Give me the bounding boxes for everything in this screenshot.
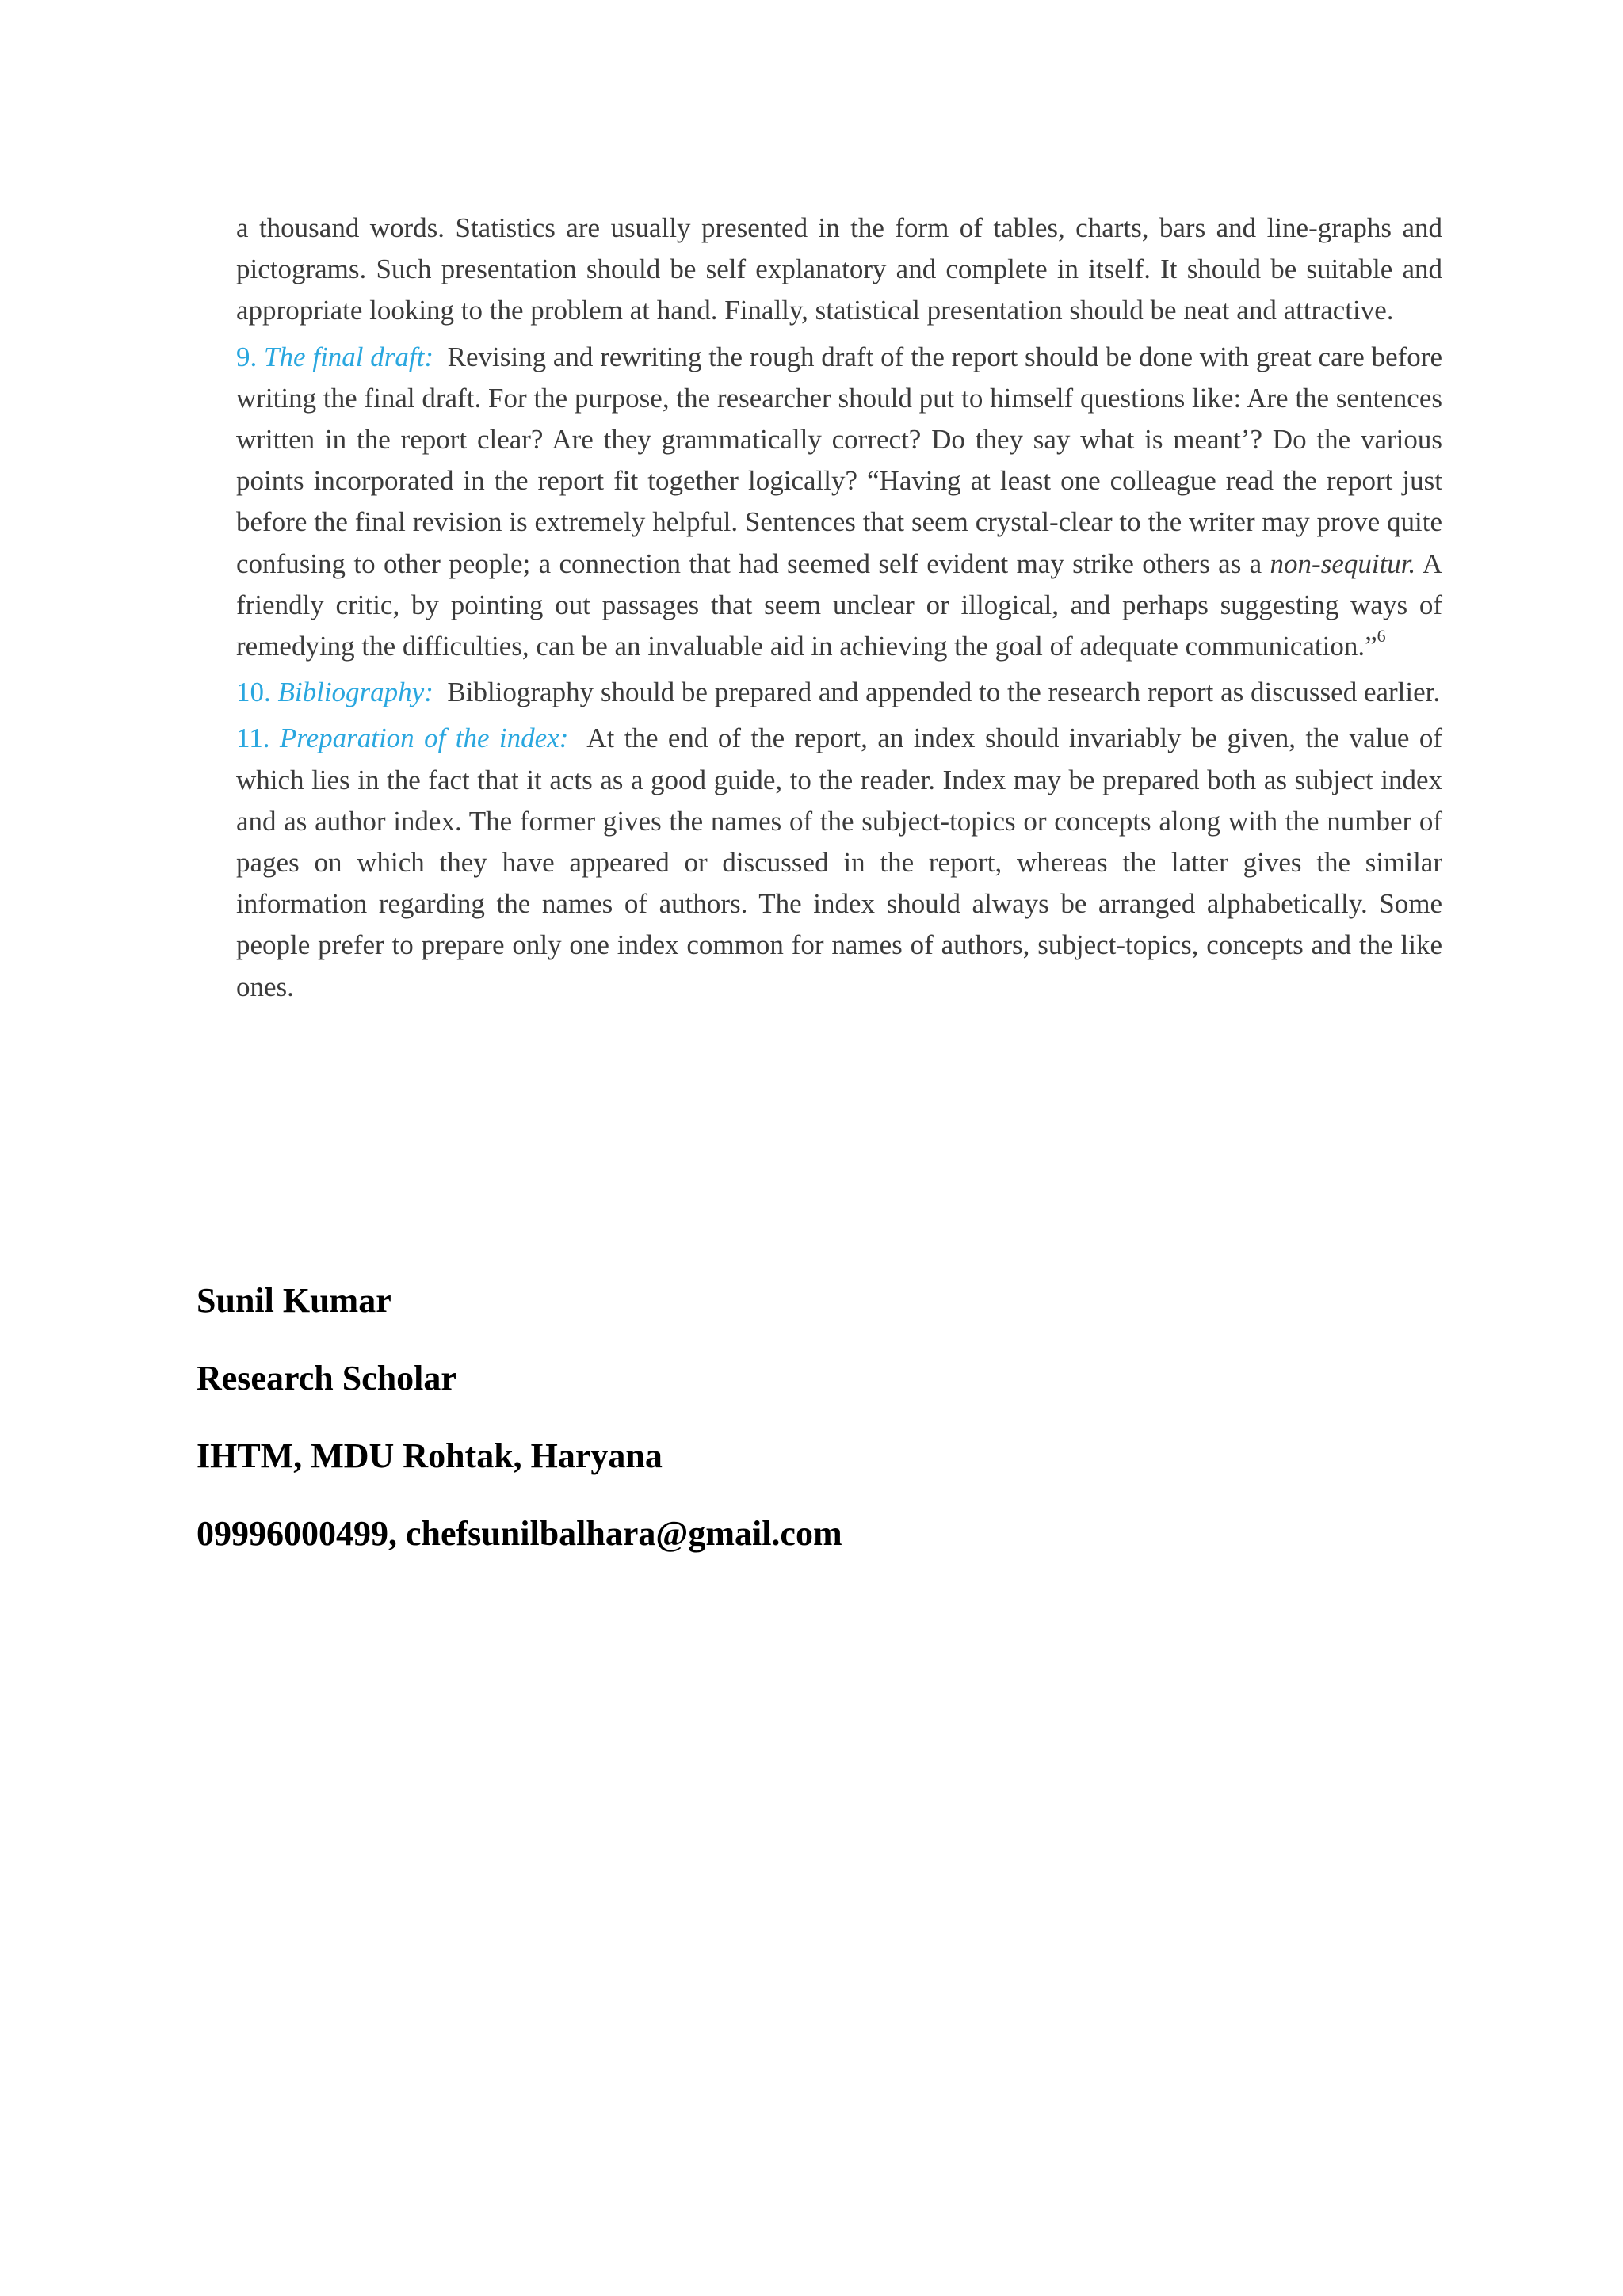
section-text: Revising and rewriting the rough draft of the report should be done with great care before writing the final draft. For the purpose, the researcher should put to himself questions like: Are the sentences written in the report clear? Are they grammatically correct? Do they say what is meant’? Do the various points incorporated in the report fit together logically? “Having at least one colleague read the report just before the final revision is extremely helpful. Sentences that seem crystal-clear to the writer may prove quite confusing to other people; a connection that had seemed self evident may strike others as a <box>236 341 1442 579</box>
author-affiliation: IHTM, MDU Rohtak, Haryana <box>197 1436 663 1475</box>
italic-term: non-sequitur. <box>1270 547 1416 579</box>
author-name: Sunil Kumar <box>197 1281 391 1320</box>
section-text: At the end of the report, an index should invariably be given, the value of which lies in the fact that it acts as a good guide, to the reader. Index may be prepared both as subject index and as author index. The former gives the names of the subject-topics or concepts along with the number of pages on which they have appeared or discussed in the report, whereas the latter gives the similar information regarding the names of authors. The index should always be arranged alphabetically. Some people prefer to prepare only one index common for names of authors, subject-topics, concepts and the like ones. <box>236 723 1442 1002</box>
section-heading: Bibliography: <box>277 677 433 708</box>
footnote-marker: 6 <box>1377 626 1386 646</box>
intro-paragraph: a thousand words. Statistics are usually presented in the form of tables, charts, bars and line-graphs and pictograms. Such presentation should be self explanatory and complete in itself. It should be suitable and appropriate looking to the problem at hand. Finally, statistical presentation should be neat and attractive. <box>236 212 1442 326</box>
section-heading: Preparation of the index: <box>279 723 569 754</box>
section-index <box>236 718 1442 1007</box>
author-contact: 09996000499, chefsunilbalhara@gmail.com <box>197 1514 842 1553</box>
section-final-draft <box>236 337 1442 668</box>
section-text: Bibliography should be prepared and appended to the research report as discussed earlier. <box>447 677 1441 708</box>
scanned-text-excerpt <box>236 208 1442 1008</box>
author-designation: Research Scholar <box>197 1359 456 1398</box>
section-text-continued: A friendly critic, by pointing out passages that seem unclear or illogical, and perhaps suggesting ways of remedying the difficulties, can be an invaluable aid in achieving the goal of adequate communication.” <box>236 547 1442 662</box>
section-number: 11. <box>236 723 270 754</box>
section-bibliography <box>236 672 1442 713</box>
section-number: 9. <box>236 341 258 372</box>
author-details <box>197 1277 842 1588</box>
section-heading: The final draft: <box>264 341 434 372</box>
section-number: 10. <box>236 677 271 708</box>
